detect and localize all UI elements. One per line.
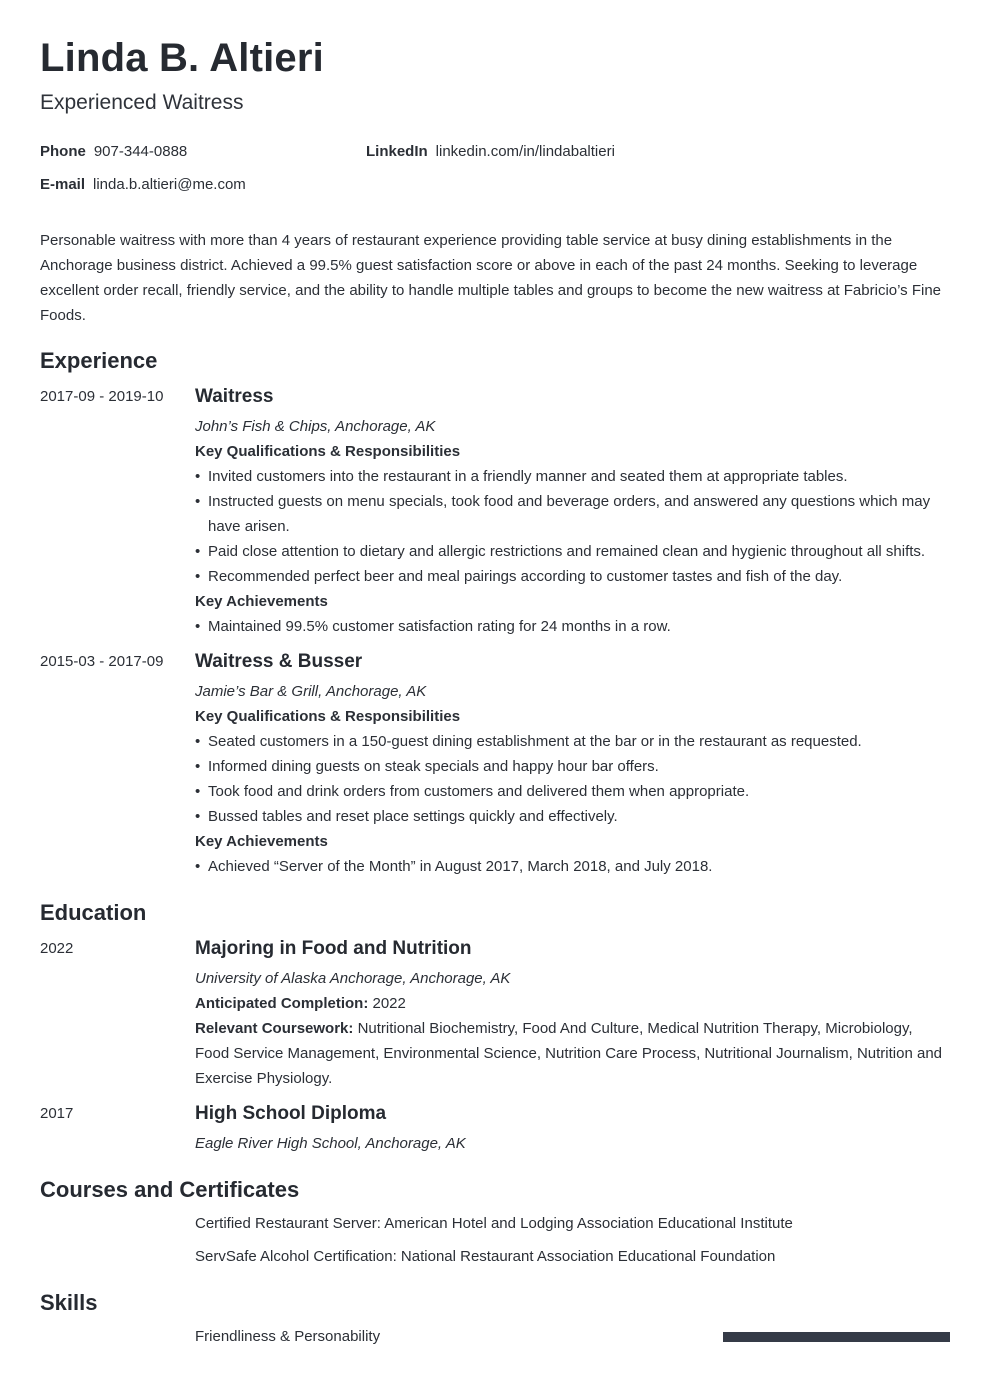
list-item: • Invited customers into the restaurant in a friendly manner and seated them at appropriate tables.: [195, 464, 950, 489]
job-company: Jamie’s Bar & Grill, Anchorage, AK: [195, 683, 427, 700]
education-body: [195, 938, 950, 1091]
job-body: [195, 386, 950, 639]
education-date: 2017: [40, 1105, 74, 1122]
job-company: John’s Fish & Chips, Anchorage, AK: [195, 418, 436, 435]
job-title: Waitress & Busser: [195, 651, 363, 672]
email-link[interactable]: linda.b.altieri@me.com: [93, 176, 246, 193]
achievements-label: Key Achievements: [195, 593, 328, 610]
qualifications-label: Key Qualifications & Responsibilities: [195, 708, 461, 725]
completion-line: [195, 991, 950, 1016]
achievements-list: [195, 854, 950, 879]
coursework-label: Relevant Coursework:: [195, 1020, 354, 1037]
coursework-line: [195, 1016, 950, 1091]
coursework-value: Nutritional Biochemistry, Food And Culture, Medical Nutrition Therapy, Microbiology, Food Service Management, Environmental Science, Nutrition Care Process, Nutritional Journalism, Nutrition and Exercise Physiology.: [195, 1020, 943, 1087]
education-body: [195, 1103, 950, 1156]
list-item: • Achieved “Server of the Month” in August 2017, March 2018, and July 2018.: [195, 854, 950, 879]
job-title: Waitress: [195, 386, 274, 407]
phone-label: Phone: [40, 143, 86, 160]
qualifications-label: Key Qualifications & Responsibilities: [195, 443, 461, 460]
resume-role: Experienced Waitress: [40, 91, 244, 114]
contact-phone: [40, 143, 187, 160]
school-name: Eagle River High School, Anchorage, AK: [195, 1135, 466, 1152]
list-item: • Maintained 99.5% customer satisfaction rating for 24 months in a row.: [195, 614, 950, 639]
achievements-list: [195, 614, 950, 639]
certificate-item: Certified Restaurant Server: American Hotel and Lodging Association Educational Institute: [195, 1215, 793, 1232]
list-item: • Informed dining guests on steak specials and happy hour bar offers.: [195, 754, 950, 779]
school-name: University of Alaska Anchorage, Anchorage, AK: [195, 970, 511, 987]
email-label: E-mail: [40, 176, 86, 193]
phone-value: 907-344-0888: [93, 143, 188, 160]
contact-linkedin: [366, 143, 615, 160]
courses-heading: Courses and Certificates: [40, 1177, 300, 1202]
education-date: 2022: [40, 940, 74, 957]
contact-email: [40, 176, 246, 193]
qualifications-list: [195, 729, 950, 829]
skill-name: Friendliness & Personability: [195, 1328, 381, 1345]
linkedin-link[interactable]: linkedin.com/in/lindabaltieri: [435, 143, 615, 160]
list-item: • Instructed guests on menu specials, took food and beverage orders, and answered any questions which may have arisen.: [195, 489, 950, 539]
linkedin-label: LinkedIn: [366, 143, 428, 160]
qualifications-list: [195, 464, 950, 589]
education-heading: Education: [40, 900, 147, 925]
list-item: • Bussed tables and reset place settings quickly and effectively.: [195, 804, 950, 829]
list-item: • Paid close attention to dietary and allergic restrictions and remained clean and hygienic throughout all shifts.: [195, 539, 950, 564]
resume-name: Linda B. Altieri: [40, 36, 324, 80]
summary-text: Personable waitress with more than 4 years of restaurant experience providing table service at busy dining establishments in the Anchorage business district. Achieved a 99.5% guest satisfaction score or above in each of the past 24 months. Seeking to leverage excellent order recall, friendly service, and the ability to handle multiple tables and groups to become the new waitress at Fabricio’s Fine Foods.: [40, 232, 942, 324]
skill-level-fill: [723, 1332, 950, 1342]
completion-value: 2022: [372, 995, 406, 1012]
job-dates: 2017-09 - 2019-10: [40, 388, 164, 405]
list-item: • Took food and drink orders from customers and delivered them when appropriate.: [195, 779, 950, 804]
skills-heading: Skills: [40, 1290, 98, 1315]
list-item: • Recommended perfect beer and meal pairings according to customer tastes and fish of the day.: [195, 564, 950, 589]
certificate-item: ServSafe Alcohol Certification: National Restaurant Association Educational Foundation: [195, 1248, 776, 1265]
completion-label: Anticipated Completion:: [195, 995, 369, 1012]
degree-title: Majoring in Food and Nutrition: [195, 938, 472, 959]
achievements-label: Key Achievements: [195, 833, 328, 850]
experience-heading: Experience: [40, 348, 158, 373]
degree-title: High School Diploma: [195, 1103, 387, 1124]
job-body: [195, 651, 950, 879]
skill-level-bar: [723, 1332, 950, 1342]
job-dates: 2015-03 - 2017-09: [40, 653, 164, 670]
list-item: • Seated customers in a 150-guest dining establishment at the bar or in the restaurant as requested.: [195, 729, 950, 754]
